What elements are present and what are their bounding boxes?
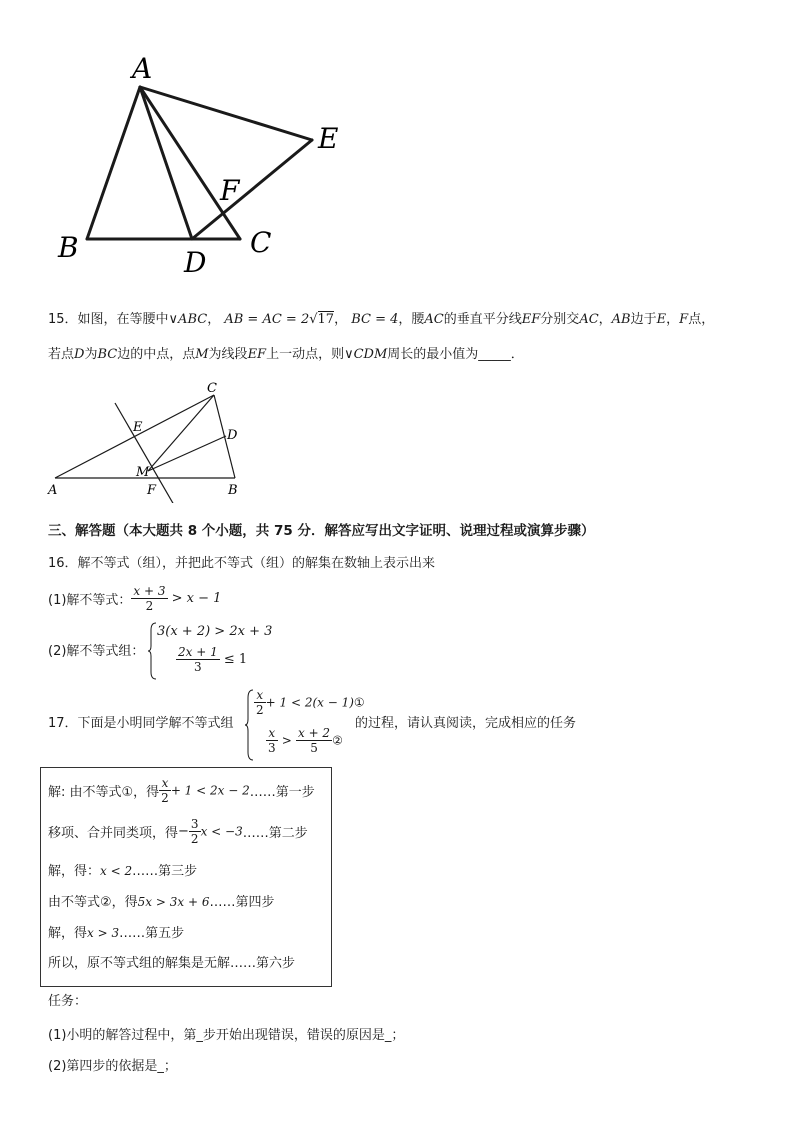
sqrt-symbol: √	[309, 312, 318, 327]
q17-stem-a: 17．下面是小明同学解不等式组	[48, 716, 234, 731]
label2-a: A	[48, 483, 58, 498]
q15-line2: 若点D为BC边的中点，点M为线段EF上一动点，则∨CDM周长的最小值为_____．	[48, 347, 524, 362]
label-c: C	[250, 226, 272, 259]
solution-step2: 移项、合并同类项，得− $\frac{3}{2}$ x < −3……第二步	[48, 817, 308, 846]
fraction: $\frac{x + 3}{2}$	[133, 584, 166, 613]
fraction: $\frac{x}{2}$	[161, 776, 169, 805]
label2-b: B	[228, 483, 238, 498]
label-d: D	[184, 246, 207, 279]
label2-e: E	[133, 420, 143, 435]
figure-triangle-abce	[50, 50, 360, 280]
solution-step6: 所以，原不等式组的解集是无解……第六步	[48, 956, 296, 971]
task-heading: 任务：	[48, 994, 88, 1009]
task-1: (1)小明的解答过程中，第_步开始出现错误，错误的原因是_；	[48, 1028, 405, 1043]
fraction: $\frac{3}{2}$	[190, 817, 199, 846]
fraction: $\frac{2x + 1}{3}$	[178, 645, 218, 674]
solution-step1: 解: 由不等式①，得 $\frac{x}{2}$ + 1 < 2x − 2……第一步	[48, 776, 315, 805]
segment-ac	[140, 87, 240, 239]
q17-stem-b: 的过程，请认真阅读，完成相应的任务	[355, 716, 577, 731]
segment-md	[148, 436, 226, 471]
solution-step3: 解，得：x < 2……第三步	[48, 864, 198, 879]
fraction: $\frac{x + 2}{5}$	[297, 726, 331, 755]
label2-d: D	[227, 428, 238, 443]
segment-ad	[140, 87, 192, 239]
solution-step4: 由不等式②，得5x > 3x + 6……第四步	[48, 895, 275, 910]
label-f: F	[220, 174, 240, 207]
solution-step5: 解，得x > 3……第五步	[48, 926, 185, 941]
q16-stem: 16．解不等式（组），并把此不等式（组）的解集在数轴上表示出来	[48, 556, 436, 571]
q17-system-line2: $\frac{x}{3}$ > $\frac{x + 2}{5}$ ②	[268, 726, 343, 755]
fraction: $\frac{x}{3}$	[268, 726, 276, 755]
section-heading: 三、解答题（本大题共 8 个小题，共 75 分．解答应写出文字证明、说理过程或演算步骤）	[48, 523, 595, 539]
label2-c: C	[207, 381, 217, 396]
q16-system-line1: 3(x + 2) > 2x + 3	[157, 624, 273, 639]
q17-system-line1: $\frac{x}{2}$ + 1 < 2(x − 1)①	[256, 688, 365, 717]
q15-line1: 15．如图，在等腰中∨ABC， AB = AC = 2√17， BC = 4，腰AC的垂直平分线EF分别交AC，AB边于E，F点，	[48, 312, 715, 327]
sqrt-radicand: 17	[317, 312, 335, 327]
label-b: B	[58, 231, 79, 264]
label-e: E	[318, 122, 339, 155]
segment-ed	[192, 140, 312, 239]
fraction: $\frac{x}{2}$	[256, 688, 264, 717]
q16-system-line2: $\frac{2x + 1}{3}$ ≤ 1	[178, 645, 248, 674]
task-2: (2)第四步的依据是_；	[48, 1059, 177, 1074]
figure-triangle-abc-bisector	[40, 378, 250, 503]
q16-part2-label: (2)解不等式组：	[48, 644, 145, 659]
label2-f: F	[147, 483, 157, 498]
label2-m: M	[136, 465, 150, 480]
segment-ab	[87, 87, 140, 239]
perpendicular-bisector-ef	[115, 403, 174, 503]
segment-mc	[148, 395, 214, 471]
segment-ae	[140, 87, 312, 140]
q16-part1: (1)解不等式： $\frac{x + 3}{2}$ > x − 1	[48, 584, 222, 613]
label-a: A	[132, 52, 153, 85]
